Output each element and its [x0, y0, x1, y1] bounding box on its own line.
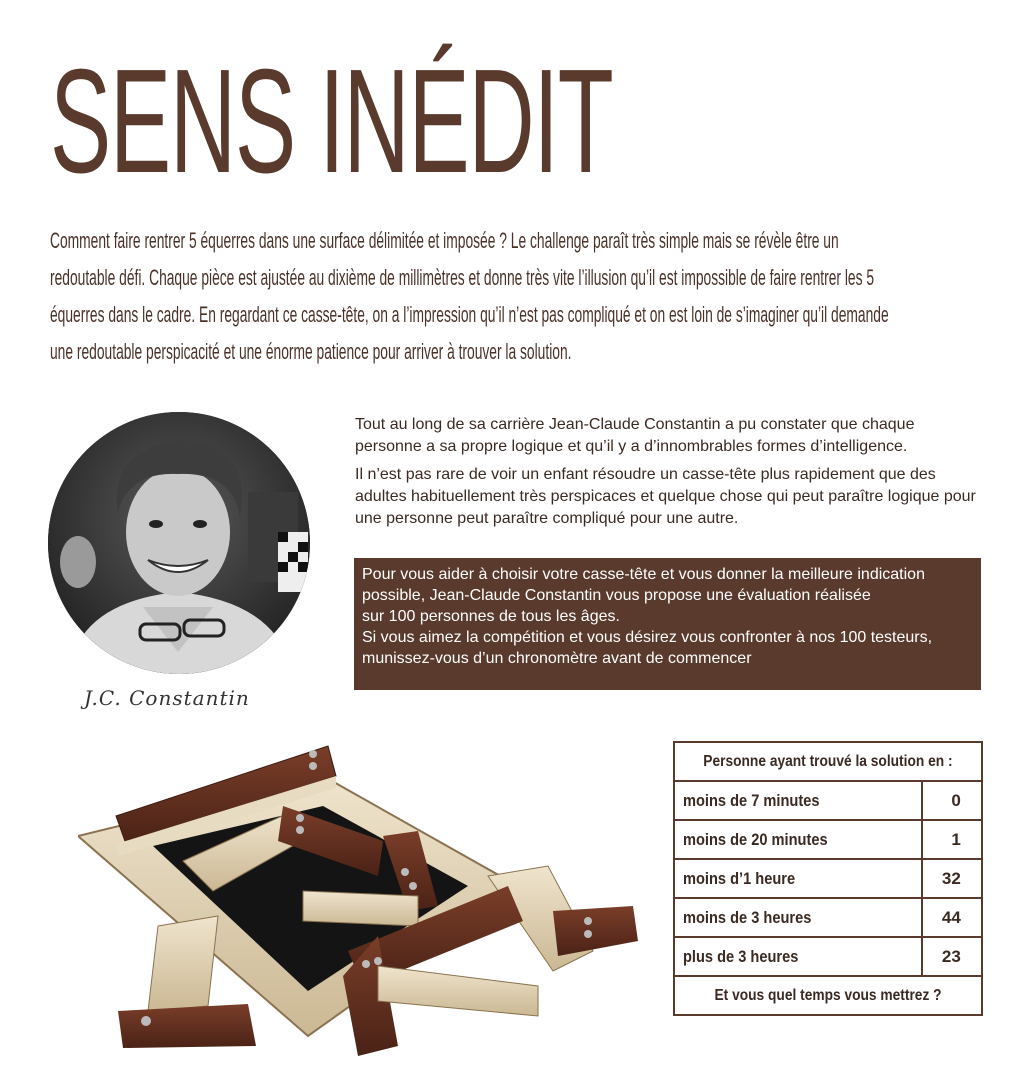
intro-line: redoutable défi. Chaque pièce est ajustée au dixième de millimètres et donne très vite l’illusion qu’il est impossible de faire rentrer les 5 — [50, 265, 875, 290]
bio-paragraph: Il n’est pas rare de voir un enfant résoudre un casse-tête plus rapidement que des adultes habituellement très perspicaces et quelque chose qui peut paraître logique pour une personne peut paraître compliqué pour une autre. — [355, 466, 976, 527]
evaluation-info-box — [354, 558, 981, 690]
info-line: sur 100 personnes de tous les âges. — [362, 608, 620, 625]
page-title: SENS INÉDIT — [50, 39, 613, 204]
bio-paragraph: Tout au long de sa carrière Jean-Claude Constantin a pu constater que chaque personne a sa propre logique et qu’il y a d’innombrables formes d’intelligence. — [355, 416, 915, 455]
table-footer-row — [674, 976, 982, 1015]
count-value: 23 — [922, 937, 982, 976]
intro-paragraph — [50, 222, 979, 370]
time-label — [674, 859, 922, 898]
time-label — [674, 898, 922, 937]
table-row — [674, 781, 982, 820]
count-value: 1 — [922, 820, 982, 859]
table-header — [674, 742, 982, 781]
time-label-text: moins de 7 minutes — [683, 790, 820, 810]
info-line: munissez-vous d’un chronomètre avant de commencer — [362, 650, 752, 667]
info-line: Si vous aimez la compétition et vous désirez vous confronter à nos 100 testeurs, — [362, 629, 933, 646]
info-line: Pour vous aider à choisir votre casse-tête et vous donner la meilleure indication — [362, 566, 925, 583]
table-footer-text: Et vous quel temps vous mettrez ? — [714, 986, 942, 1004]
time-label — [674, 937, 922, 976]
time-label-text: moins de 20 minutes — [683, 829, 828, 849]
time-label — [674, 781, 922, 820]
signature: J.C. Constantin — [84, 686, 250, 710]
count-value: 44 — [922, 898, 982, 937]
time-label-text: plus de 3 heures — [683, 946, 799, 966]
intro-line: Comment faire rentrer 5 équerres dans une surface délimitée et imposée ? Le challenge paraît très simple mais se révèle être un — [50, 228, 839, 253]
time-label — [674, 820, 922, 859]
table-footer — [674, 976, 982, 1015]
info-line: possible, Jean-Claude Constantin vous propose une évaluation réalisée — [362, 587, 871, 604]
intro-line: une redoutable perspicacité et une énorme patience pour arriver à trouver la solution. — [50, 339, 572, 364]
puzzle-photo — [78, 736, 648, 1066]
table-row — [674, 820, 982, 859]
table-header-text: Personne ayant trouvé la solution en : — [703, 752, 953, 770]
table-row — [674, 859, 982, 898]
results-table — [673, 741, 983, 1016]
count-value: 0 — [922, 781, 982, 820]
table-header-row — [674, 742, 982, 781]
count-value: 32 — [922, 859, 982, 898]
portrait-photo — [48, 412, 310, 674]
time-label-text: moins de 3 heures — [683, 907, 812, 927]
table-row — [674, 898, 982, 937]
table-row — [674, 937, 982, 976]
bio-text — [355, 414, 985, 530]
intro-line: équerres dans le cadre. En regardant ce casse-tête, on a l’impression qu’il n’est pas compliqué et on est loin de s’imaginer qu’il demande — [50, 302, 889, 327]
time-label-text: moins d’1 heure — [683, 868, 796, 888]
